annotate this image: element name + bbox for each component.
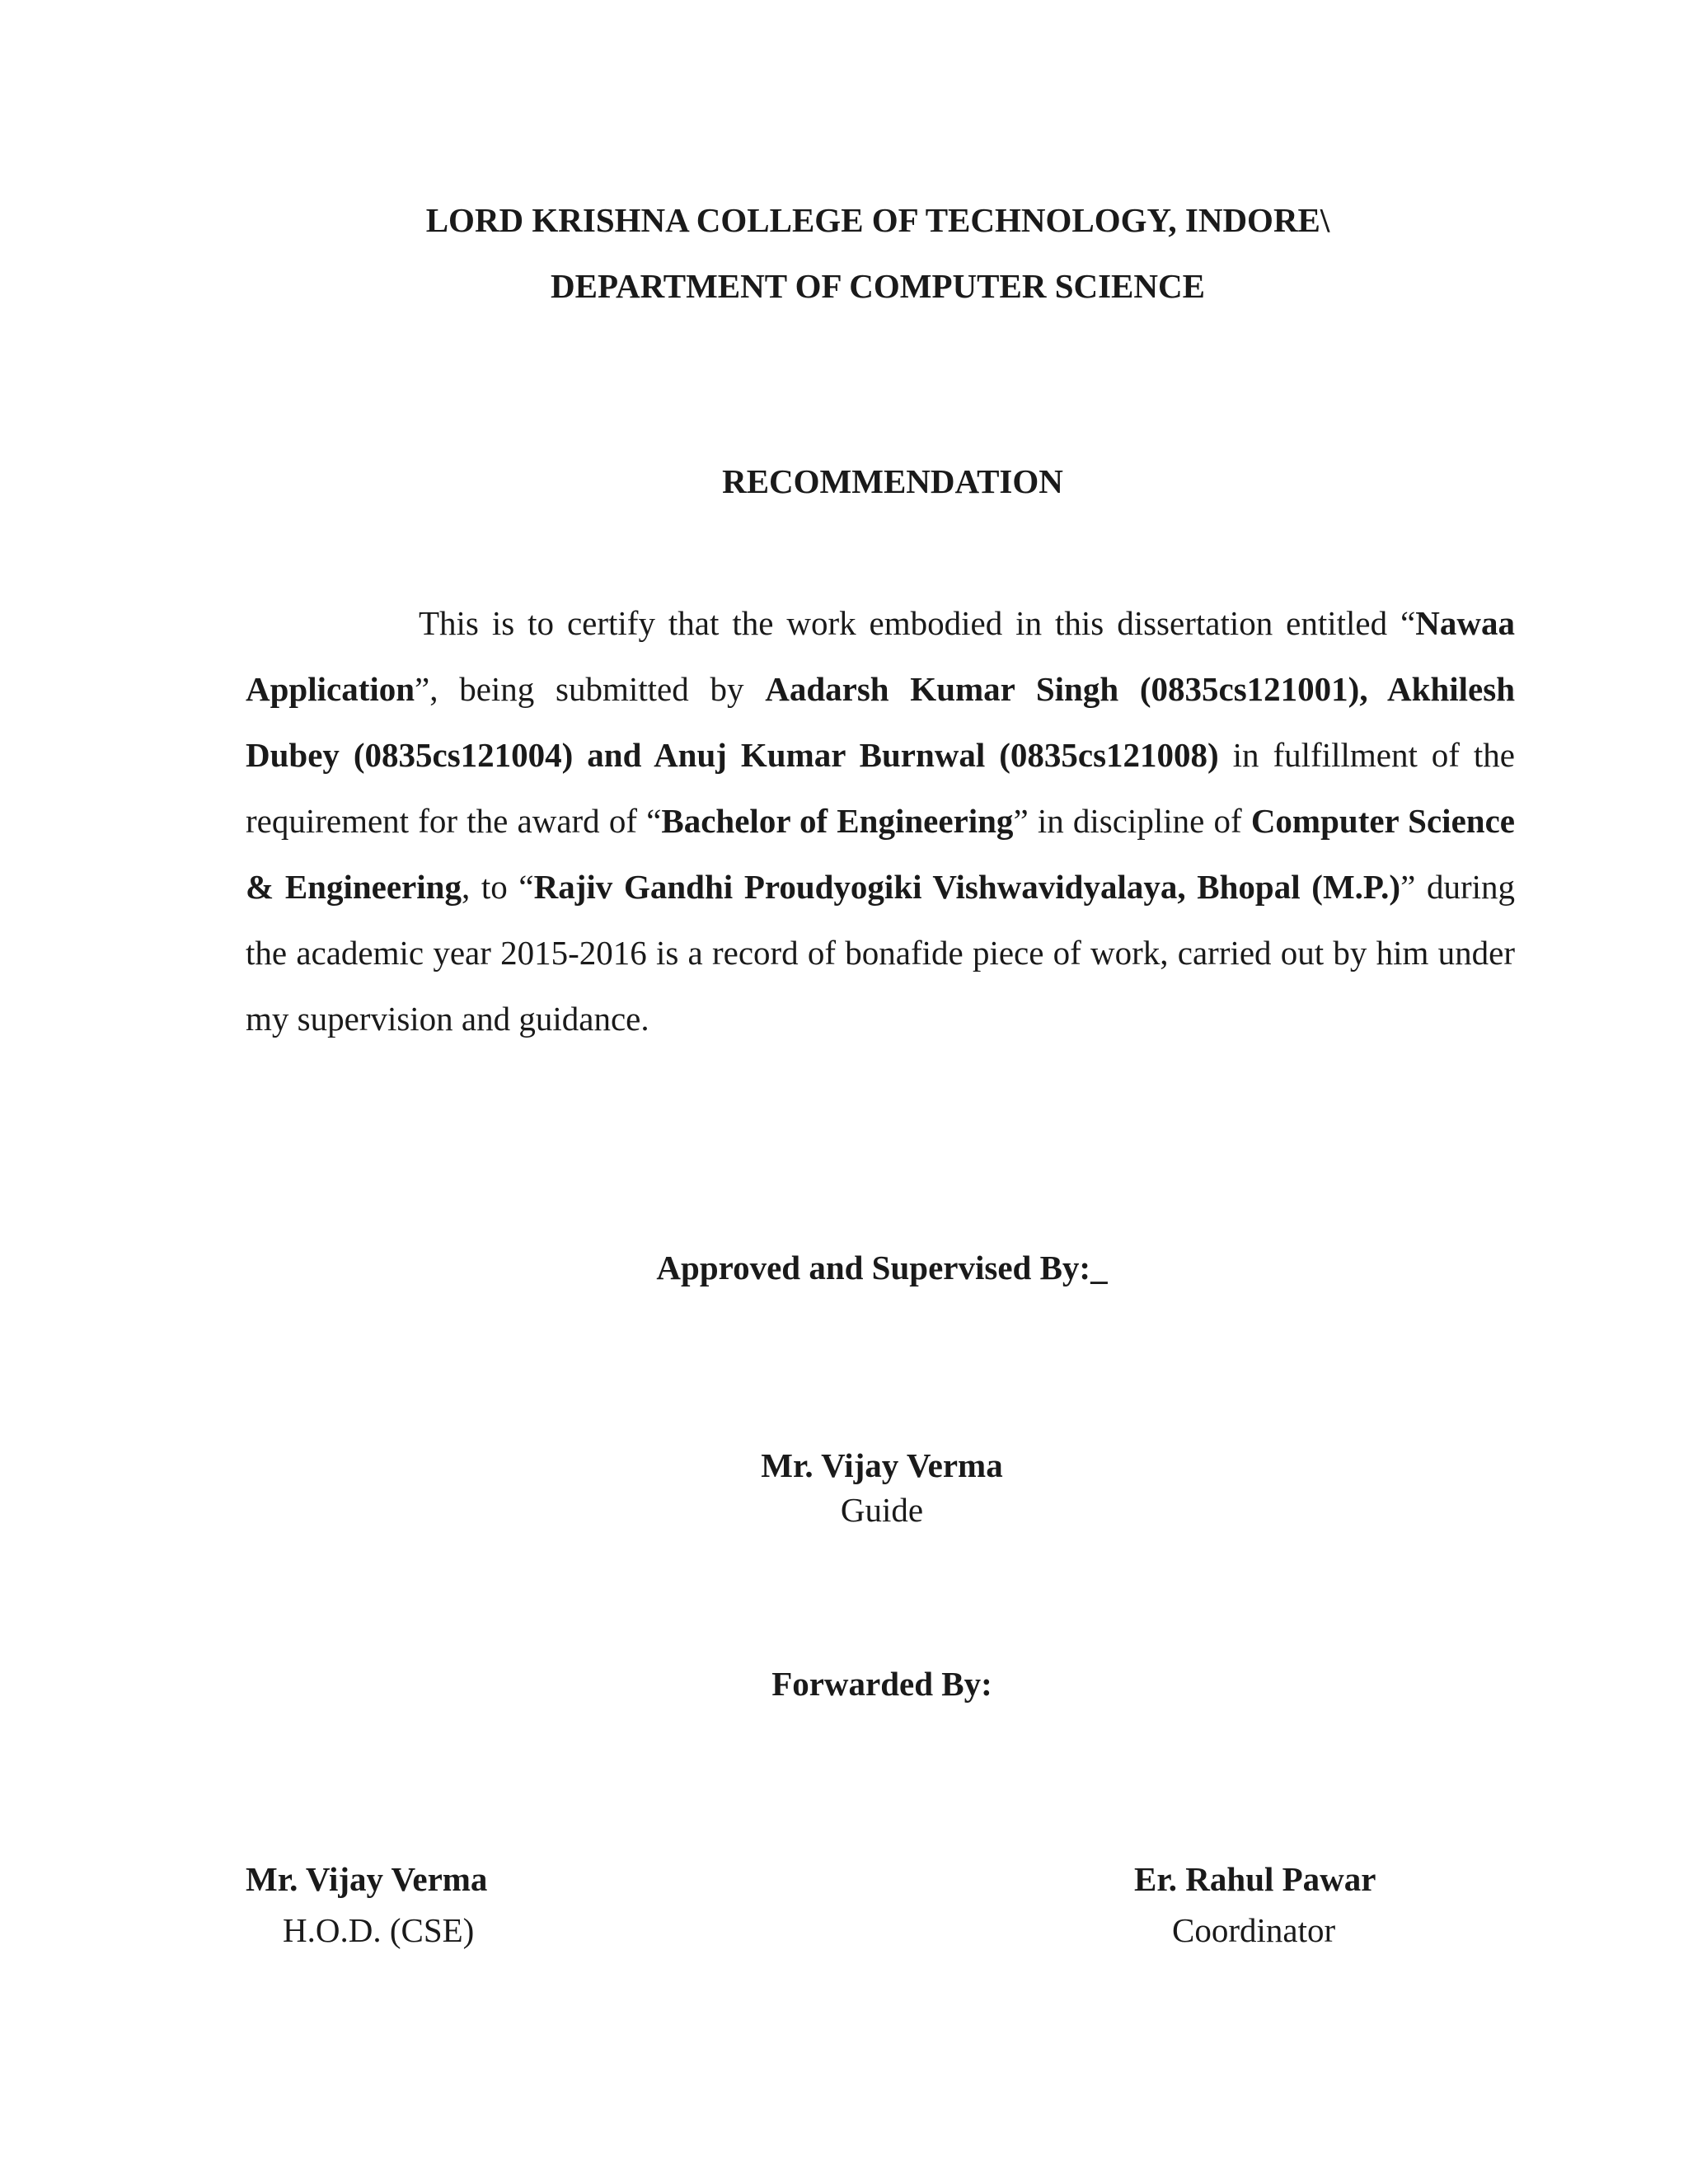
body-text-1: This is to certify that the work embodied in this dissertation entitled “: [419, 604, 1416, 642]
body-text-5: , to “: [461, 868, 534, 906]
document-title: RECOMMENDATION: [722, 462, 1063, 500]
college-name: LORD KRISHNA COLLEGE OF TECHNOLOGY, INDORE\: [425, 201, 1330, 239]
project-title: Nawaa Application: [246, 604, 1515, 708]
coordinator-role: Coordinator: [1172, 1911, 1336, 1949]
body-text-2: ”, being submitted by: [415, 670, 766, 708]
certification-paragraph: [246, 590, 1515, 1052]
degree-name: Bachelor of Engineering: [661, 802, 1014, 840]
forwarded-heading: Forwarded By:: [771, 1665, 992, 1703]
guide-name: Mr. Vijay Verma: [761, 1446, 1003, 1484]
coordinator-name: Er. Rahul Pawar: [1134, 1860, 1376, 1898]
body-text-4: ” in discipline of: [1013, 802, 1251, 840]
hod-name: Mr. Vijay Verma: [246, 1860, 488, 1898]
hod-role: H.O.D. (CSE): [283, 1911, 475, 1949]
approval-heading: Approved and Supervised By:_: [656, 1249, 1108, 1286]
discipline-name: Computer Science & Engineering: [246, 802, 1515, 906]
body-text-6: ” during the academic year 2015-2016 is a record of bonafide piece of work, carried out by him under my supervision and guidance.: [246, 868, 1515, 1038]
guide-role: Guide: [840, 1491, 924, 1529]
department-name: DEPARTMENT OF COMPUTER SCIENCE: [551, 267, 1205, 305]
university-name: Rajiv Gandhi Proudyogiki Vishwavidyalaya, Bhopal (M.P.): [533, 868, 1401, 906]
student-names: Aadarsh Kumar Singh (0835cs121001), Akhilesh Dubey (0835cs121004) and Anuj Kumar Burnwal (0835cs121008): [246, 670, 1515, 774]
body-text-3: in fulfillment of the requirement for the award of “: [246, 736, 1515, 840]
